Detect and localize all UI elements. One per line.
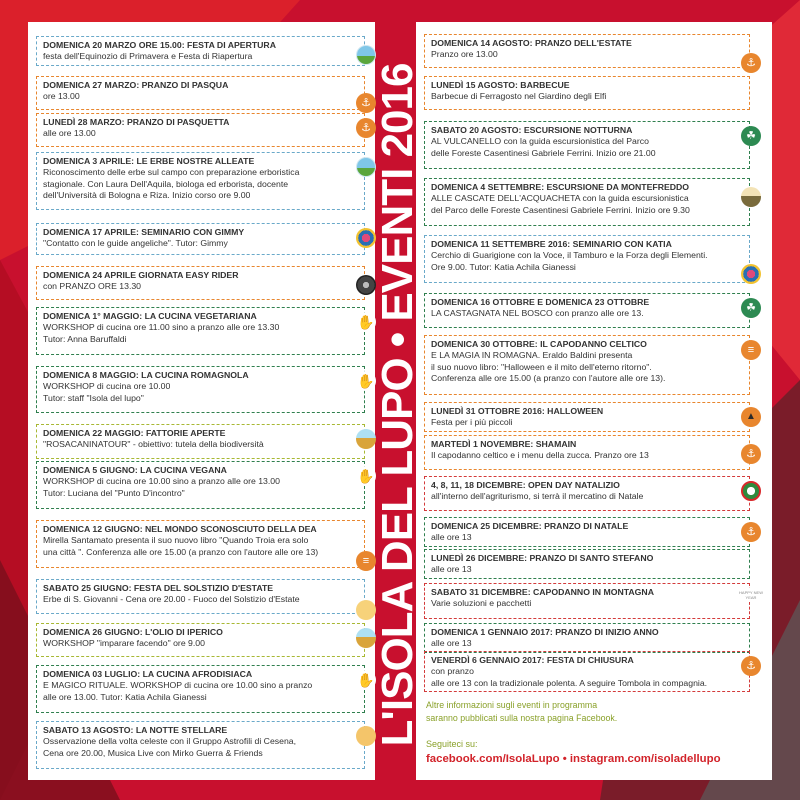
event-description: all'interno dell'agriturismo, si terrà il mercatino di Natale — [431, 491, 644, 502]
event-title-text: L'ISOLA DEL LUPO • EVENTI 2016 — [373, 63, 422, 747]
event-title: DOMENICA 22 MAGGIO: FATTORIE APERTE — [43, 428, 226, 438]
event-description: E MAGICO RITUALE. WORKSHOP di cucina ore 10.00 sino a pranzo — [43, 680, 313, 691]
event-description: Varie soluzioni e pacchetti — [431, 598, 532, 609]
leaf-icon: ☘ — [741, 298, 761, 318]
event-description: Conferenza alle ore 15.00 (a pranzo con l'autore alle ore 13). — [431, 373, 666, 384]
oven-glove-icon: ✋ — [357, 314, 375, 330]
event-description: Ore 9.00. Tutor: Katia Achila Gianessi — [431, 261, 576, 272]
event-title: DOMENICA 5 GIUGNO: LA CUCINA VEGANA — [43, 465, 227, 475]
event-title: DOMENICA 20 MARZO ORE 15.00: FESTA DI APERTURA — [43, 40, 276, 50]
event-card — [36, 721, 365, 769]
event-title: SABATO 31 DICEMBRE: CAPODANNO IN MONTAGNA — [431, 587, 654, 597]
event-title: DOMENICA 1° MAGGIO: LA CUCINA VEGETARIANA — [43, 311, 257, 321]
event-card — [424, 583, 763, 619]
event-card — [36, 266, 365, 300]
event-description: Tutor: Anna Baruffaldi — [43, 333, 127, 344]
event-card — [424, 549, 750, 579]
event-description: Cena ore 20.00, Musica Live con Mirko Guerra & Friends — [43, 747, 263, 758]
event-card — [424, 651, 756, 692]
book-icon: ≡ — [356, 551, 376, 571]
event-title: DOMENICA 26 GIUGNO: L'OLIO DI IPERICO — [43, 627, 223, 637]
event-description: Erbe di S. Giovanni - Cena ore 20.00 - Fuoco del Solstizio d'Estate — [43, 594, 300, 605]
cutlery-icon: ⚓ — [356, 93, 376, 113]
cutlery-icon: ⚓ — [741, 656, 761, 676]
event-title: DOMENICA 03 LUGLIO: LA CUCINA AFRODISIACA — [43, 669, 253, 679]
happy-new-year-icon: HAPPY NEW YEAR — [739, 590, 763, 600]
event-title: DOMENICA 3 APRILE: LE ERBE NOSTRE ALLEATE — [43, 156, 255, 166]
event-title: DOMENICA 27 MARZO: PRANZO DI PASQUA — [43, 80, 229, 90]
event-description: alle ore 13.00. Tutor: Katia Achila Gianessi — [43, 691, 207, 702]
oven-glove-icon: ✋ — [357, 373, 375, 389]
event-card — [36, 223, 365, 255]
event-description: Festa per i più piccoli — [431, 417, 513, 428]
event-description: ore 13.00 — [43, 91, 80, 102]
event-description: il suo nuovo libro: "Halloween e il mito dell'eterno ritorno". — [431, 361, 652, 372]
event-card — [424, 623, 750, 653]
event-card — [424, 293, 756, 328]
event-description: una città ". Conferenza alle ore 15.00 (a pranzo con l'autore alle ore 13) — [43, 546, 319, 557]
event-card — [424, 235, 750, 283]
event-card — [36, 665, 375, 713]
event-title: DOMENICA 16 OTTOBRE E DOMENICA 23 OTTOBRE — [431, 297, 650, 307]
event-card — [36, 461, 375, 509]
mountain-icon — [741, 187, 761, 207]
event-description: dell'Università di Bologna e Riza. Inizio corso ore 9.00 — [43, 190, 251, 201]
footer-info-line: saranno pubblicati sulla nostra pagina Facebook. — [426, 713, 618, 723]
event-card — [424, 335, 755, 395]
event-card — [36, 579, 365, 614]
event-description: E LA MAGIA IN ROMAGNA. Eraldo Baldini presenta — [431, 350, 633, 361]
event-description: Riconoscimento delle erbe sul campo con preparazione erboristica — [43, 167, 300, 178]
event-title: DOMENICA 25 DICEMBRE: PRANZO DI NATALE — [431, 521, 629, 531]
cutlery-icon: ⚓ — [741, 444, 761, 464]
event-description: WORKSHOP di cucina ore 10.00 — [43, 381, 171, 392]
oven-glove-icon: ✋ — [357, 672, 375, 688]
event-title: DOMENICA 8 MAGGIO: LA CUCINA ROMAGNOLA — [43, 370, 249, 380]
event-title: DOMENICA 12 GIUGNO: NEL MONDO SCONOSCIUTO DELLA DEA — [43, 524, 317, 534]
wreath-icon — [741, 481, 761, 501]
event-title: MARTEDÌ 1 NOVEMBRE: SHAMAIN — [431, 439, 577, 449]
event-description: Pranzo ore 13.00 — [431, 49, 498, 60]
event-card — [36, 152, 365, 210]
event-description: "ROSACANINATOUR" - obiettivo: tutela della biodiversità — [43, 439, 264, 450]
cutlery-icon: ⚓ — [741, 53, 761, 73]
facebook-link[interactable]: facebook.com/IsolaLupo — [426, 753, 560, 765]
event-description: alle ore 13.00 — [43, 128, 96, 139]
event-card — [36, 366, 375, 413]
cutlery-icon: ⚓ — [741, 522, 761, 542]
event-description: ALLE CASCATE DELL'ACQUACHETA con la guida escursionistica — [431, 193, 689, 204]
event-description: festa dell'Equinozio di Primavera e Festa di Riapertura — [43, 51, 253, 62]
event-title: SABATO 13 AGOSTO: LA NOTTE STELLARE — [43, 725, 228, 735]
event-description: Mirella Santamato presenta il suo nuovo libro "Quando Troia era solo — [43, 535, 309, 546]
event-description: Tutor: staff "Isola del lupo" — [43, 392, 144, 403]
event-card — [424, 34, 756, 69]
event-card — [36, 307, 375, 355]
event-title: LUNEDÌ 26 DICEMBRE: PRANZO DI SANTO STEFANO — [431, 553, 654, 563]
event-card — [424, 76, 750, 110]
event-description: Osservazione della volta celeste con il Gruppo Astrofili di Cesena, — [43, 736, 297, 747]
event-title: DOMENICA 24 APRILE GIORNATA EASY RIDER — [43, 270, 239, 280]
event-card — [36, 520, 370, 568]
event-description: stagionale. Con Laura Dell'Aquila, biologa ed erborista, docente — [43, 178, 289, 189]
event-description: alle ore 13 con la tradizionale polenta. A seguire Tombola in compagnia. — [431, 677, 708, 688]
event-description: alle ore 13 — [431, 638, 472, 649]
event-description: WORKSHOP di cucina ore 10.00 sino a pranzo alle ore 13.00 — [43, 476, 280, 487]
event-title: LUNEDÌ 31 OTTOBRE 2016: HALLOWEEN — [431, 406, 604, 416]
event-title: SABATO 25 GIUGNO: FESTA DEL SOLSTIZIO D'ESTATE — [43, 583, 274, 593]
event-card — [424, 121, 756, 169]
event-card — [36, 76, 371, 110]
vertical-title — [373, 30, 422, 780]
event-description: del Parco delle Foreste Casentinesi Gabriele Ferrini. Inizio ore 9.30 — [431, 204, 690, 215]
event-card — [36, 36, 365, 66]
event-card — [424, 476, 750, 511]
event-description: Barbecue di Ferragosto nel Giardino degli Elfi — [431, 91, 607, 102]
event-title: DOMENICA 30 OTTOBRE: IL CAPODANNO CELTICO — [431, 339, 647, 349]
leaf-icon: ☘ — [741, 126, 761, 146]
event-description: alle ore 13 — [431, 564, 472, 575]
follow-label: Seguiteci su: — [426, 739, 478, 749]
event-card — [424, 178, 750, 226]
event-title: DOMENICA 1 GENNAIO 2017: PRANZO DI INIZIO ANNO — [431, 627, 659, 637]
event-title: LUNEDÌ 28 MARZO: PRANZO DI PASQUETTA — [43, 117, 230, 127]
link-separator: • — [562, 753, 567, 765]
event-description: Tutor: Luciana del "Punto D'incontro" — [43, 487, 185, 498]
event-description: con PRANZO ORE 13.30 — [43, 281, 142, 292]
event-card — [424, 435, 756, 470]
event-title: 4, 8, 11, 18 DICEMBRE: OPEN DAY NATALIZIO — [431, 480, 620, 490]
event-description: Cerchio di Guarigione con la Voce, il Tamburo e la Forza degli Elementi. — [431, 250, 708, 261]
event-title: SABATO 20 AGOSTO: ESCURSIONE NOTTURNA — [431, 125, 633, 135]
instagram-link[interactable]: instagram.com/isoladellupo — [569, 753, 721, 765]
landscape-icon — [356, 45, 376, 65]
event-card — [36, 424, 365, 459]
event-title: LUNEDÌ 15 AGOSTO: BARBECUE — [431, 80, 570, 90]
footer-info-line: Altre informazioni sugli eventi in programma — [426, 700, 598, 710]
event-description: "Contatto con le guide angeliche". Tutor: Gimmy — [43, 238, 228, 249]
event-card — [424, 517, 756, 547]
event-card — [36, 623, 365, 657]
pumpkin-icon: ▲ — [741, 407, 761, 427]
event-card — [424, 402, 756, 432]
event-title: DOMENICA 4 SETTEMBRE: ESCURSIONE DA MONTEFREDDO — [431, 182, 690, 192]
event-description: Il capodanno celtico e i menu della zucca. Pranzo ore 13 — [431, 450, 649, 461]
event-description: WORKSHOP "imparare facendo" ore 9.00 — [43, 638, 205, 649]
right-events-panel — [416, 22, 772, 780]
book-icon: ≡ — [741, 340, 761, 360]
left-events-panel — [28, 22, 375, 780]
event-description: AL VULCANELLO con la guida escursionistica del Parco — [431, 136, 649, 147]
footer-info — [426, 699, 756, 725]
event-title: VENERDÌ 6 GENNAIO 2017: FESTA DI CHIUSURA — [431, 655, 634, 665]
event-title: DOMENICA 11 SETTEMBRE 2016: SEMINARIO CON KATIA — [431, 239, 672, 249]
event-description: alle ore 13 — [431, 532, 472, 543]
event-description: delle Foreste Casentinesi Gabriele Ferrini. Inizio ore 21.00 — [431, 147, 656, 158]
cutlery-icon: ⚓ — [356, 118, 376, 138]
mandala-icon — [741, 264, 761, 284]
event-title: DOMENICA 14 AGOSTO: PRANZO DELL'ESTATE — [431, 38, 632, 48]
event-title: DOMENICA 17 APRILE: SEMINARIO CON GIMMY — [43, 227, 245, 237]
social-links — [426, 753, 771, 765]
event-description: WORKSHOP di cucina ore 11.00 sino a pranzo alle ore 13.30 — [43, 322, 280, 333]
event-description: con pranzo — [431, 666, 474, 677]
event-description: LA CASTAGNATA NEL BOSCO con pranzo alle ore 13. — [431, 308, 644, 319]
oven-glove-icon: ✋ — [357, 468, 375, 484]
event-card — [36, 113, 371, 147]
